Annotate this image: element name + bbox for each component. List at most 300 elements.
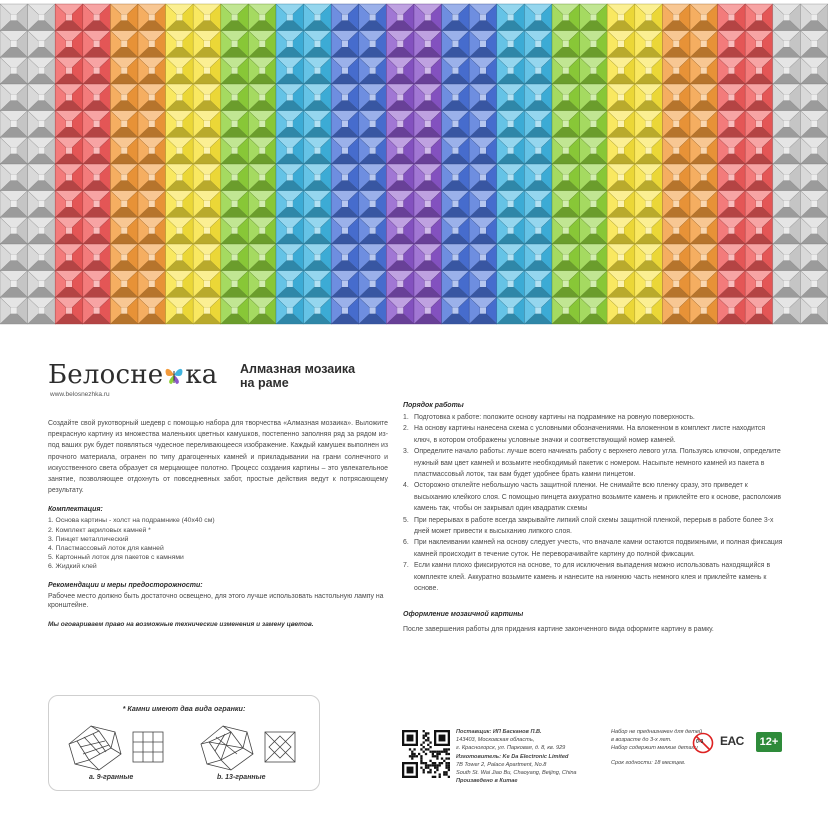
gem-stone (331, 271, 359, 298)
gem-stone (552, 271, 580, 298)
gem-stone (138, 31, 166, 58)
gem-stone (414, 271, 442, 298)
gem-stone (221, 164, 249, 191)
no-small-children-label: 0-3 (696, 739, 704, 745)
gem-stone (635, 137, 663, 164)
gem-stone (276, 4, 304, 31)
gem-stone (469, 164, 497, 191)
gem-stone (442, 297, 470, 324)
gem-stone (773, 57, 801, 84)
gem-stone (497, 84, 525, 111)
gem-stone (497, 57, 525, 84)
gem-stone (304, 191, 332, 218)
gem-stone (221, 31, 249, 58)
gem-stone (138, 4, 166, 31)
warning-line: Набор не предназначен для детей (611, 729, 703, 735)
gem-stone (497, 271, 525, 298)
brand-block (48, 360, 218, 398)
gem-stone (0, 244, 28, 271)
gem-stone (221, 297, 249, 324)
gem-stone (359, 217, 387, 244)
gem-stone (166, 217, 194, 244)
gem-stone (662, 137, 690, 164)
gem-stone (331, 191, 359, 218)
kit-item: 2. Комплект акриловых камней * (48, 526, 151, 534)
thirteen-facet-top-view-icon (265, 732, 295, 762)
gem-stone (55, 244, 83, 271)
gem-stone (359, 57, 387, 84)
gem-stone (414, 111, 442, 138)
gem-stone (607, 84, 635, 111)
order-title: Порядок работы (403, 402, 464, 409)
gem-stone (442, 244, 470, 271)
gem-stone (635, 217, 663, 244)
gem-stone (55, 4, 83, 31)
order-steps-list (403, 412, 783, 595)
gem-stone (138, 111, 166, 138)
gem-stone (497, 111, 525, 138)
gem-stone (55, 164, 83, 191)
gem-stone (304, 297, 332, 324)
gem-stone (193, 84, 221, 111)
gem-stone (193, 297, 221, 324)
gem-stone (607, 244, 635, 271)
brand-url: www.belosnezhka.ru (50, 391, 110, 398)
gem-stone (276, 271, 304, 298)
gem-stone (718, 164, 746, 191)
gem-stone (745, 244, 773, 271)
gem-stone (773, 111, 801, 138)
gem-stone (607, 217, 635, 244)
gem-stone (442, 111, 470, 138)
gem-stone (718, 271, 746, 298)
gem-stone (773, 271, 801, 298)
gem-stone (0, 217, 28, 244)
gem-stone (662, 31, 690, 58)
order-step (403, 480, 783, 514)
gem-stone (442, 31, 470, 58)
age-rating-badge: 12+ (756, 732, 782, 752)
gem-stone (690, 137, 718, 164)
gem-stone (800, 244, 828, 271)
gem-stone (552, 57, 580, 84)
order-step (403, 515, 783, 538)
gem-pattern-banner (0, 0, 828, 330)
gem-stone (690, 31, 718, 58)
gem-stone (469, 137, 497, 164)
gem-stone (359, 164, 387, 191)
supplier-line: Изготовитель: Ke Da Electronic Limited (456, 753, 569, 760)
gem-stone (166, 191, 194, 218)
gem-stone (138, 271, 166, 298)
gem-stone (359, 84, 387, 111)
gem-stone (55, 297, 83, 324)
gem-stone (386, 31, 414, 58)
gem-stone (55, 31, 83, 58)
gem-stone (718, 84, 746, 111)
warning-line: Набор содержит мелкие детали (611, 745, 698, 752)
order-step-number: 7. (403, 562, 409, 570)
gem-stone (690, 4, 718, 31)
gem-stone (248, 217, 276, 244)
gem-stone (166, 244, 194, 271)
gem-stone (110, 4, 138, 31)
gem-stone (773, 4, 801, 31)
gem-stone (193, 191, 221, 218)
gem-stone (248, 57, 276, 84)
gem-stone (331, 244, 359, 271)
gem-stone (607, 4, 635, 31)
supplier-line: 143403, Московская область, (456, 737, 535, 744)
brand-logo (48, 360, 218, 390)
gem-stone (386, 111, 414, 138)
gem-stone (166, 4, 194, 31)
gem-stone (773, 31, 801, 58)
gem-stone (745, 297, 773, 324)
gem-stone (386, 137, 414, 164)
gem-stone (524, 111, 552, 138)
gem-stone (166, 297, 194, 324)
gem-stone (718, 111, 746, 138)
gem-stone (690, 244, 718, 271)
gem-stone (110, 57, 138, 84)
gem-stone (331, 164, 359, 191)
gem-stone (800, 31, 828, 58)
gem-stone (83, 111, 111, 138)
recommend-title: Рекомендации и меры предосторожности: (48, 581, 203, 589)
gem-stone (580, 191, 608, 218)
order-step-text: Осторожно отклейте небольшую часть защитной пленки. Не снимайте всю пленку сразу, это приведет к высыханию клейкого слоя. С помощью пинцета аккуратно возьмите камень и приклейте его к основе, расположив камень так, чтобы он закрывал один квадратик схемы (414, 482, 781, 513)
gem-stone (662, 297, 690, 324)
design-section (403, 611, 783, 635)
gem-stone (0, 297, 28, 324)
gem-stone (28, 164, 56, 191)
gem-stone (83, 84, 111, 111)
gem-stone (331, 57, 359, 84)
left-column (48, 418, 388, 629)
gem-stone (138, 191, 166, 218)
gem-stone (110, 31, 138, 58)
gem-stone (248, 164, 276, 191)
gem-stone (469, 297, 497, 324)
gem-stone (359, 137, 387, 164)
gem-stone (83, 57, 111, 84)
gem-stone (110, 191, 138, 218)
gem-stone (138, 297, 166, 324)
gem-stone (193, 164, 221, 191)
gem-stone (110, 111, 138, 138)
gem-stone (304, 31, 332, 58)
gem-stone (304, 271, 332, 298)
gem-stone (469, 57, 497, 84)
tagline-line-1: Алмазная мозаика (240, 362, 356, 376)
gem-stone (55, 111, 83, 138)
nine-facet-top-view-icon (133, 732, 163, 762)
gem-stone (359, 191, 387, 218)
supplier-line: Произведено в Китае (456, 778, 518, 785)
gem-stone (110, 244, 138, 271)
gem-stone (718, 137, 746, 164)
cut-types-title: * Камни имеют два вида огранки: (122, 704, 246, 713)
gem-stone (248, 137, 276, 164)
gem-stone (662, 191, 690, 218)
gem-stone (469, 84, 497, 111)
supplier-line: г. Красногорск, ул. Парковая, д. 8, кв. 929 (456, 745, 566, 752)
gem-stone (662, 164, 690, 191)
gem-stone (662, 57, 690, 84)
eac-mark: EAC (720, 734, 744, 748)
gem-stone (0, 57, 28, 84)
gem-stone (138, 217, 166, 244)
gem-stone (304, 84, 332, 111)
gem-stone (0, 4, 28, 31)
gem-stone (55, 271, 83, 298)
gem-stone (386, 164, 414, 191)
gem-stone (442, 137, 470, 164)
gem-stone (690, 84, 718, 111)
gem-stone (304, 57, 332, 84)
gem-stone (221, 84, 249, 111)
gem-stone (552, 137, 580, 164)
gem-stone (386, 244, 414, 271)
gem-stone (414, 297, 442, 324)
gem-stone (276, 244, 304, 271)
gem-stone (580, 4, 608, 31)
gem-stone (221, 137, 249, 164)
gem-stone (331, 137, 359, 164)
recommend-section (48, 582, 388, 610)
gem-stone (662, 84, 690, 111)
gem-stone (0, 31, 28, 58)
gem-stone (745, 111, 773, 138)
gem-stone (110, 137, 138, 164)
gem-stone (662, 271, 690, 298)
supplier-line: 7B Tower 2, Palace Apartment, No.8 (456, 761, 547, 768)
gem-stone (0, 84, 28, 111)
gem-stone (331, 111, 359, 138)
gem-stone (83, 4, 111, 31)
gem-stone (524, 244, 552, 271)
gem-stone (248, 244, 276, 271)
gem-stone (469, 4, 497, 31)
gem-stone (497, 217, 525, 244)
gem-stone (690, 191, 718, 218)
gem-stone (331, 297, 359, 324)
gem-stone (83, 31, 111, 58)
gem-stone (552, 31, 580, 58)
certification-marks (692, 732, 792, 758)
gem-stone (497, 164, 525, 191)
gem-stone (221, 4, 249, 31)
gem-stone (745, 217, 773, 244)
gem-stone (304, 4, 332, 31)
gem-stone (138, 244, 166, 271)
gem-stone (193, 217, 221, 244)
gem-stone (469, 31, 497, 58)
order-step-number: 4. (403, 482, 409, 490)
supplier-line: South St. Wai Jiao Bu, Chaoyang, Beijing, China (456, 770, 577, 777)
gem-stone (524, 4, 552, 31)
gem-stone (745, 191, 773, 218)
gem-stone (497, 191, 525, 218)
supplier-info (456, 728, 606, 785)
gem-stone (635, 244, 663, 271)
instruction-sheet (0, 330, 828, 828)
gem-stone (800, 137, 828, 164)
gem-stone (248, 84, 276, 111)
gem-stone (83, 244, 111, 271)
gem-stone (28, 191, 56, 218)
gem-stone (359, 111, 387, 138)
order-step-text: При наклеивании камней на основу следует учесть, что вначале камни остаются подвижными, и полная фиксация камней происходит в течение суток. Не переворачивайте картину до полной фиксации. (414, 539, 783, 558)
kit-item: 3. Пинцет металлический (48, 535, 129, 543)
gem-stone (83, 164, 111, 191)
gem-stone (607, 111, 635, 138)
kit-item: 6. Жидкий клей (48, 563, 97, 571)
gem-stone (193, 111, 221, 138)
gem-stone (359, 271, 387, 298)
gem-stone (248, 111, 276, 138)
gem-stone (28, 137, 56, 164)
gem-stone (414, 57, 442, 84)
design-text: После завершения работы для придания картине законченного вида оформите картину в рамку. (403, 625, 714, 633)
gem-stone (166, 164, 194, 191)
gem-stone (248, 4, 276, 31)
gem-stone (497, 244, 525, 271)
gem-stone (138, 137, 166, 164)
gem-stone (304, 217, 332, 244)
butterfly-icon (163, 364, 185, 386)
gem-stone (662, 217, 690, 244)
gem-stone (469, 111, 497, 138)
gem-stone (469, 244, 497, 271)
gem-stone (690, 271, 718, 298)
gem-stone (138, 84, 166, 111)
gem-stone (718, 191, 746, 218)
gem-stone (110, 164, 138, 191)
gem-stone (690, 217, 718, 244)
gem-stone (221, 244, 249, 271)
cut-types-box (48, 695, 320, 791)
gem-stone (304, 244, 332, 271)
gem-stone (276, 31, 304, 58)
gem-stone (221, 217, 249, 244)
order-step-text: На основу картины нанесена схема с условными обозначениями. На вложенном в комплект листе находится ключ, в котором отображены условные значки и соответствующий номер камней. (414, 425, 766, 444)
warning-line: в возрасте до 3-х лет. (611, 737, 672, 744)
order-step-number: 5. (403, 516, 409, 524)
gem-stone (607, 57, 635, 84)
gem-stone (414, 31, 442, 58)
gem-stone (221, 191, 249, 218)
gem-stone (386, 4, 414, 31)
gem-stone (497, 137, 525, 164)
order-step-number: 1. (403, 414, 409, 421)
gem-stone (276, 191, 304, 218)
gem-stone (690, 297, 718, 324)
gem-stone (442, 57, 470, 84)
gem-stone (248, 191, 276, 218)
gem-stone (166, 137, 194, 164)
gem-stone (635, 191, 663, 218)
cut-type-b-label: b. 13-гранные (217, 774, 266, 781)
gem-stone (414, 191, 442, 218)
gem-stone (28, 244, 56, 271)
gem-stone (524, 297, 552, 324)
gem-stone (552, 217, 580, 244)
gem-stone (166, 84, 194, 111)
gem-stone (552, 4, 580, 31)
order-step-text: Подготовка к работе: положите основу картины на подрамнике на ровную поверхность. (414, 414, 695, 421)
gem-stone (331, 4, 359, 31)
gem-stone (469, 191, 497, 218)
gem-stone (800, 297, 828, 324)
gem-stone (359, 4, 387, 31)
gem-stone (193, 244, 221, 271)
brand-logo-text-right: ка (185, 360, 218, 390)
supplier-line: Поставщик: ИП Басканов П.В. (456, 729, 542, 735)
order-step-text: Если камни плохо фиксируются на основе, то для исключения выпадения можно использовать находящийся в комплекте клей. Аккуратно возьмите камень и нанесите на нижнюю часть немного клея и приклейте камень к основе. (414, 562, 771, 593)
gem-stone (607, 297, 635, 324)
kit-item: 5. Картонный лоток для пакетов с камнями (48, 554, 184, 562)
gem-stone (276, 217, 304, 244)
gem-stone (690, 57, 718, 84)
gem-stone (166, 271, 194, 298)
gem-stone (248, 31, 276, 58)
gem-stone (28, 297, 56, 324)
order-step (403, 560, 783, 594)
gem-stone (800, 191, 828, 218)
right-column (403, 402, 783, 635)
gem-stone (28, 271, 56, 298)
gem-stone (718, 31, 746, 58)
gem-stone (800, 217, 828, 244)
order-step-number: 2. (403, 425, 409, 433)
intro-text: Создайте свой рукотворный шедевр с помощью набора для творчества «Алмазная мозаика». Выложите прекрасную картину из множества маленьких цветных камушков, постепенно заполняя ряд за рядом из-под ваших рук будет появляться чудесное переливающееся изображение. Каждый камушек выполнен из прочного материала, огранен по типу драгоценных камней и прикладывании на грани солнечного и искусственного света образует ся мерцающее полотно. Процесс создания картины – это увлекательное занятие, позволяющее отдохнуть от повседневных забот, простые действия ведут к потрясающему результату. (48, 420, 388, 495)
gem-stone (524, 191, 552, 218)
thirteen-facet-gem-icon (201, 726, 253, 770)
gem-stone (386, 217, 414, 244)
gem-stone (442, 217, 470, 244)
order-step (403, 423, 783, 446)
gem-stone (497, 4, 525, 31)
tagline-line-2: на раме (240, 376, 289, 390)
gem-stone (580, 111, 608, 138)
gem-stone (359, 297, 387, 324)
gem-stone (580, 217, 608, 244)
gem-stone (745, 84, 773, 111)
gem-stone (414, 244, 442, 271)
gem-stone (607, 31, 635, 58)
gem-stone (524, 271, 552, 298)
gem-stone (55, 84, 83, 111)
gem-stone (83, 297, 111, 324)
gem-stone (745, 31, 773, 58)
gem-stone (331, 217, 359, 244)
gem-stone (221, 57, 249, 84)
gem-stone (635, 84, 663, 111)
gem-stone (110, 271, 138, 298)
order-step-number: 6. (403, 539, 409, 547)
gem-stone (0, 137, 28, 164)
gem-stone (83, 217, 111, 244)
gem-stone (662, 111, 690, 138)
gem-stone (193, 137, 221, 164)
gem-stone (221, 111, 249, 138)
gem-stone (773, 137, 801, 164)
gem-stone (580, 137, 608, 164)
gem-stone (442, 4, 470, 31)
gem-stone (166, 57, 194, 84)
